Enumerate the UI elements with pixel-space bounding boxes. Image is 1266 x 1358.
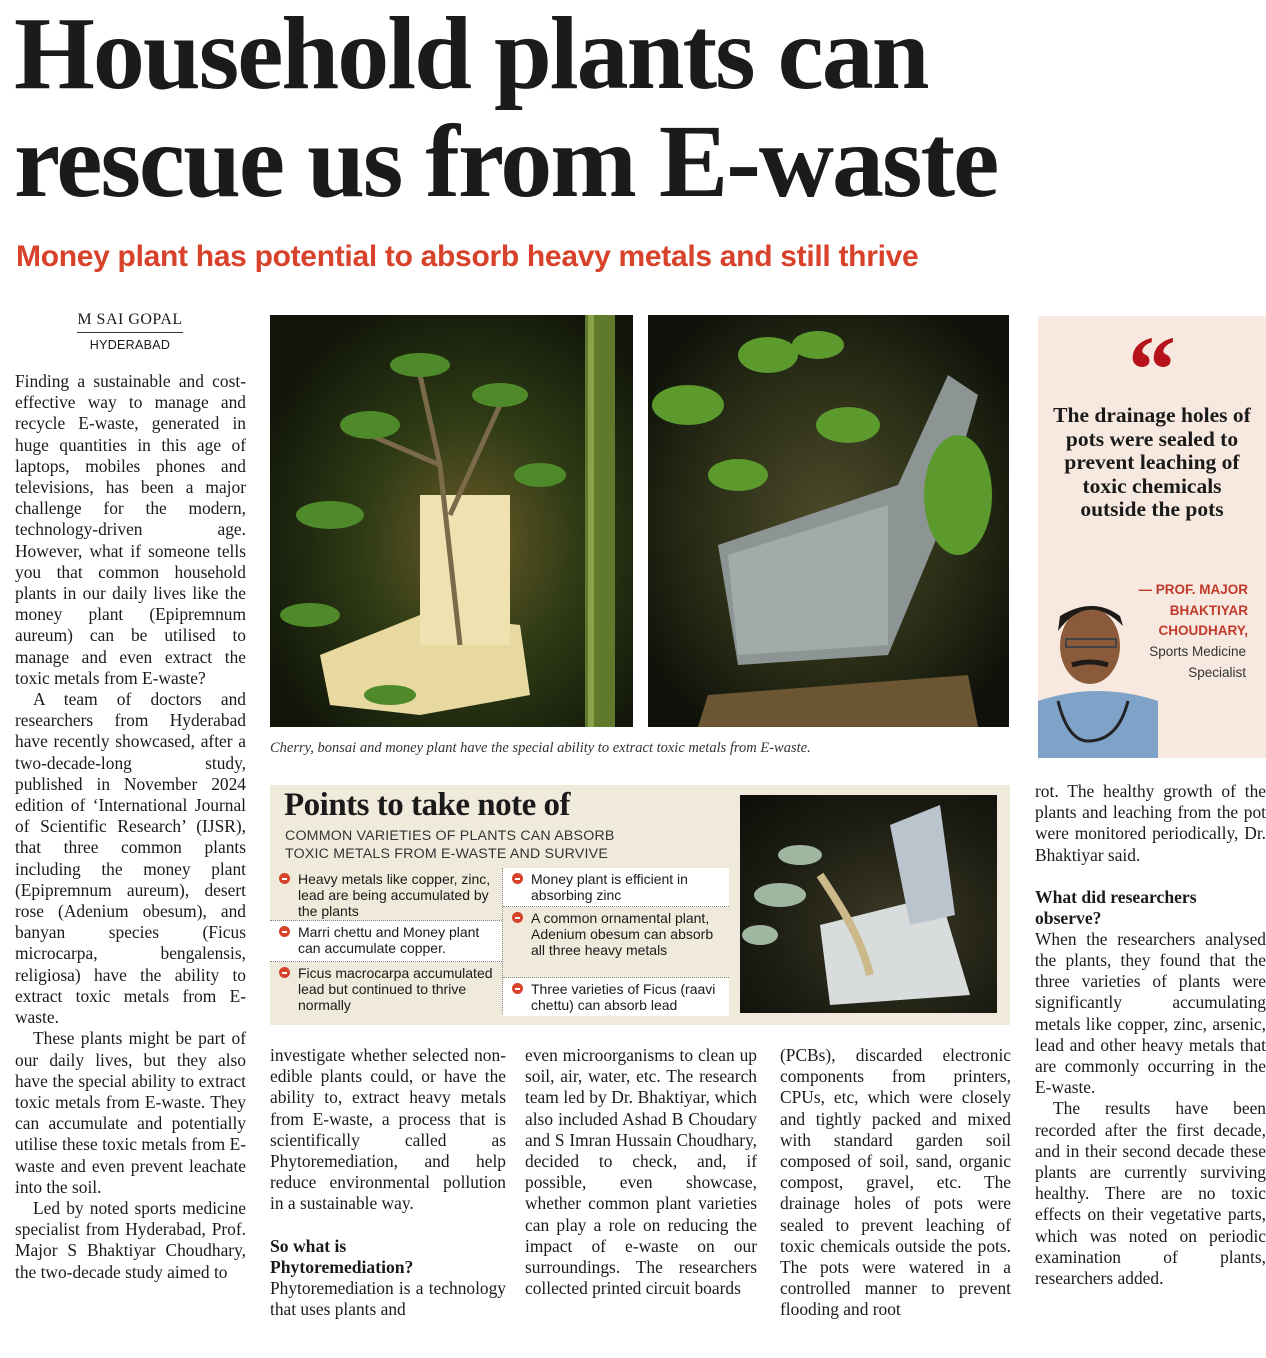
article-column-1: [15, 371, 246, 1283]
heading-line: Phytoremediation?: [270, 1256, 414, 1277]
paragraph: The results have been recorded after the first decade, and in their second decade these plants are currently surviving healthy. There are no toxic effects on their vegetative parts, which was noted on periodic examination of plants, researchers added.: [1035, 1098, 1266, 1289]
dateline-place: HYDERABAD: [89, 338, 171, 352]
box-subtitle: [285, 827, 615, 863]
bullet-icon: [279, 873, 290, 884]
quote-mark-icon: “: [1128, 316, 1176, 423]
photo-cherry-bonsai-in-ewaste: [270, 315, 633, 727]
headline-line-2: rescue us from E-waste: [14, 104, 998, 219]
point-text: Marri chettu and Money plant can accumulate copper.: [298, 924, 480, 956]
point-item: [503, 907, 729, 978]
paragraph: Led by noted sports medicine specialist from Hyderabad, Prof. Major S Bhaktiyar Choudhary, the two-decade study aimed to: [15, 1197, 246, 1282]
role-line: Sports Medicine: [1149, 644, 1246, 659]
attribution-line: BHAKTIYAR: [1169, 602, 1248, 618]
bullet-icon: [512, 873, 523, 884]
points-list-left: [270, 868, 503, 1014]
box-subtitle-line: COMMON VARIETIES OF PLANTS CAN ABSORB: [285, 828, 615, 844]
box-subtitle-line: TOXIC METALS FROM E-WASTE AND SURVIVE: [285, 846, 608, 862]
point-text: Ficus macrocarpa accumulated lead but continued to thrive normally: [298, 965, 493, 1013]
article-column-2: [270, 1045, 506, 1320]
paragraph: Phytoremediation is a technology that uses plants and: [270, 1277, 506, 1319]
section-heading-phytoremediation: [270, 1236, 506, 1278]
plant-photo-illustration: [270, 315, 633, 727]
paragraph: Finding a sustainable and cost-effective way to manage and recycle E-waste, generated in huge quantities in this age of laptops, mobiles phones and televisions, has been a major challenge for the modern, technology-driven age. However, what if someone tells you that common household plants in our daily lives like the money plant (Epipremnum aureum) can be utilised to manage and even extract the toxic metals from E-waste?: [15, 371, 246, 688]
point-item: [503, 978, 729, 1016]
paragraph: When the researchers analysed the plants, they found that the three varieties of plants were significantly accumulating metals like copper, zinc, arsenic, lead and other heavy metals that are commonly occurring in the E-waste.: [1035, 928, 1266, 1098]
points-list-right: [503, 868, 729, 1016]
quote-text: The drainage holes of pots were sealed to prevent leaching of toxic chemicals outside the pots: [1053, 403, 1251, 521]
paragraph: even microorganisms to clean up soil, air, water, etc. The research team led by Dr. Bhaktiyar, which also included Ashad B Choudary and S Imran Hussain Choudhary, decided to check, and, if possible, even showcase, whether common plant varieties can play a role on reducing the impact of e-waste on our surroundings. The researchers collected printed circuit boards: [525, 1045, 757, 1299]
author-name: M SAI GOPAL: [77, 311, 182, 333]
article-column-3: [525, 1045, 757, 1299]
point-item: [270, 868, 502, 921]
article-column-4: [780, 1045, 1011, 1321]
plant-photo-illustration: [740, 795, 997, 1013]
byline: [60, 311, 200, 352]
photo-bonsai-in-printer: [740, 795, 997, 1013]
headline: [14, 0, 1264, 219]
photo-caption: Cherry, bonsai and money plant have the special ability to extract toxic metals from E-waste.: [270, 740, 811, 756]
heading-line: What did researchers: [1035, 886, 1197, 907]
box-title: Points to take note of: [284, 787, 570, 823]
quote-role: [1149, 642, 1246, 683]
bullet-icon: [512, 983, 523, 994]
heading-line: So what is: [270, 1235, 347, 1256]
bullet-icon: [279, 926, 290, 937]
point-text: Money plant is efficient in absorbing zinc: [531, 871, 688, 903]
quote-attribution: [1138, 580, 1248, 642]
photo-money-plant-in-ewaste: [648, 315, 1009, 727]
paragraph: investigate whether selected non-edible plants could, or have the ability to, extract heavy metals from E-waste, a process that is scientifically called as Phytoremediation, and help reduce environmental pollution in a sustainable way.: [270, 1045, 506, 1214]
point-text: Heavy metals like copper, zinc, lead are being accumulated by the plants: [298, 871, 491, 919]
pull-quote-box: [1038, 316, 1266, 758]
plant-photo-illustration: [648, 315, 1009, 727]
paragraph: These plants might be part of our daily lives, but they also have the special ability to extract toxic metals from E-waste. They can accumulate and potentially utilise these toxic metals from E-waste and even prevent leachate into the soil.: [15, 1028, 246, 1197]
bullet-icon: [279, 967, 290, 978]
paragraph: rot. The healthy growth of the plants and leaching from the pot were monitored periodically, Dr. Bhaktiyar said.: [1035, 781, 1266, 865]
attribution-line: — PROF. MAJOR: [1138, 582, 1248, 597]
paragraph: (PCBs), discarded electronic components from printers, CPUs, etc, which were closely and tightly packed and mixed with standard garden soil composed of soil, sand, organic compost, gravel, etc. The drainage holes of pots were sealed to prevent leaching of toxic chemicals outside the pots. The pots were watered in a controlled manner to prevent flooding and root: [780, 1045, 1011, 1320]
headline-line-1: Household plants can: [14, 0, 928, 111]
bullet-icon: [512, 912, 523, 923]
subheadline: Money plant has potential to absorb heavy metals and still thrive: [16, 240, 919, 273]
role-line: Specialist: [1188, 664, 1246, 680]
article-column-5: [1035, 781, 1266, 1289]
point-item: [503, 868, 729, 907]
point-item: [270, 921, 502, 962]
attribution-line: CHOUDHARY,: [1158, 623, 1248, 638]
points-to-note-box: [270, 785, 1010, 1025]
section-heading-observations: [1035, 887, 1266, 929]
paragraph: A team of doctors and researchers from Hyderabad have recently showcased, after a two-decade-long study, published in November 2024 edition of ‘International Journal of Scientific Research’ (IJSR), that three common plants including the money plant (Epipremnum aureum), desert rose (Adenium obesum), and banyan species (Ficus microcarpa, bengalensis, religiosa) have the ability to extract toxic metals from E-waste.: [15, 689, 246, 1028]
heading-line: observe?: [1035, 907, 1102, 928]
point-text: Three varieties of Ficus (raavi chettu) can absorb lead: [531, 981, 716, 1013]
point-text: A common ornamental plant, Adenium obesum can absorb all three heavy metals: [531, 910, 714, 958]
point-item: [270, 962, 502, 1014]
